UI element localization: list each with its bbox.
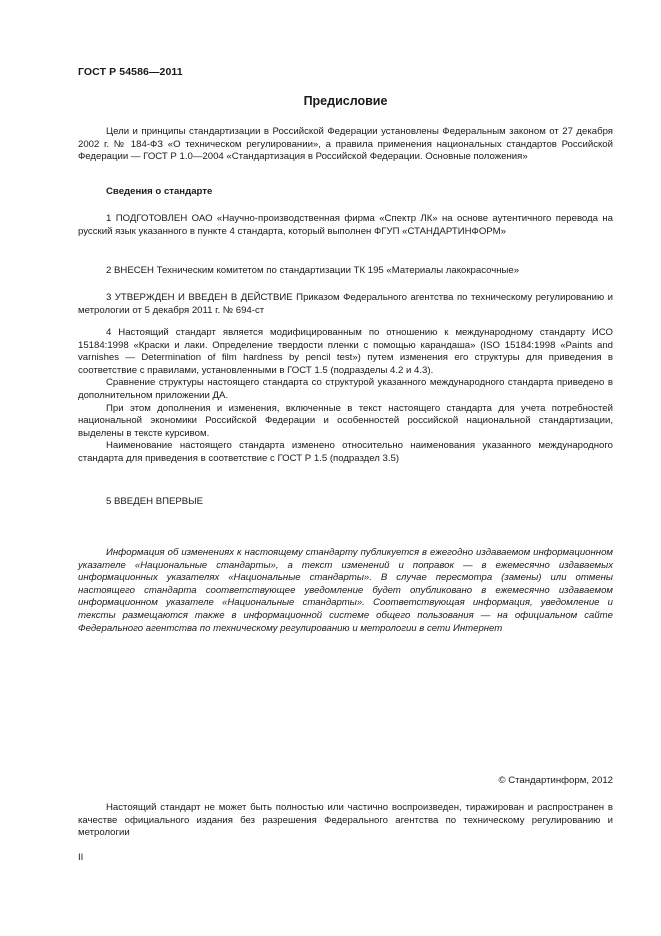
item-2-paragraph: 2 ВНЕСЕН Техническим комитетом по стандартизации ТК 195 «Материалы лакокрасочные» [106, 265, 520, 276]
page-number: II [78, 852, 84, 863]
item-4-comparison-paragraph: Сравнение структуры настоящего стандарта со структурой указанного международного стандарта приведено в дополнительном приложении ДА. [78, 377, 613, 401]
item-5-paragraph: 5 ВВЕДЕН ВПЕРВЫЕ [106, 496, 204, 507]
item-1-block [78, 213, 613, 238]
item-1-paragraph: 1 ПОДГОТОВЛЕН ОАО «Научно-производственная фирма «Спектр ЛК» на основе аутентичного перевода на русский язык указанного в пункте 4 стандарта, который выполнен ФГУП «СТАНДАРТИНФОРМ» [78, 213, 613, 237]
item-5-block [78, 496, 613, 509]
notice-paragraph: Информация об изменениях к настоящему стандарту публикуется в ежегодно издаваемом информационном указателе «Национальные стандарты», а текст изменений и поправок — в ежемесячно издаваемых информационных указателях «Национальные стандарты». В случае пересмотра (замены) или отмены настоящего стандарта соответствующее уведомление будет опубликовано в ежемесячно издаваемом информационном указателе «Национальные стандарты». Соответствующая информация, уведомление и тексты размещаются также в информационной системе общего пользования — на официальном сайте Федерального агентства по техническому регулированию и метрологии в сети Интернет [78, 547, 613, 634]
intro-block [78, 126, 613, 164]
item-2-block [78, 265, 613, 278]
intro-paragraph: Цели и принципы стандартизации в Российской Федерации установлены Федеральным законом от 27 декабря 2002 г. № 184-ФЗ «О техническом регулировании», а правила применения национальных стандартов Российской Федерации — ГОСТ Р 1.0—2004 «Стандартизация в Российской Федерации. Основные положения» [78, 126, 613, 163]
item-3-block [78, 292, 613, 317]
item-4-changes-paragraph: При этом дополнения и изменения, включенные в текст настоящего стандарта для учета потребностей национальной экономики Российской Федерации и особенностей российской национальной стандартизации, выделены в тексте курсивом. [78, 402, 613, 439]
page-title: Предисловие [303, 94, 388, 108]
item-4-name-paragraph: Наименование настоящего стандарта изменено относительно наименования указанного международного стандарта для приведения в соответствие с ГОСТ Р 1.5 (подраздел 3.5) [78, 440, 613, 464]
document-code: ГОСТ Р 54586—2011 [78, 66, 183, 78]
copyright-line: © Стандартинформ, 2012 [498, 775, 613, 786]
notice-block [78, 547, 613, 635]
item-3-paragraph: 3 УТВЕРЖДЕН И ВВЕДЕН В ДЕЙСТВИЕ Приказом Федерального агентства по техническому регулированию и метрологии от 5 декабря 2011 г. № 694-ст [78, 292, 613, 316]
item-4-block [78, 327, 613, 466]
reproduction-block [78, 802, 613, 840]
item-4-paragraph: 4 Настоящий стандарт является модифицированным по отношению к международному стандарту ИСО 15184:1998 «Краски и лаки. Определение твердости пленки с помощью карандаша» (ISO 15184:1998 «Paints and varnishes — Determination of film hardness by pencil test») путем изменения его структуры для приведения в соответствие с правилами, установленными в ГОСТ 1.5 (подразделы 4.2 и 4.3). [78, 327, 613, 376]
about-standard-heading: Сведения о стандарте [106, 186, 213, 197]
reproduction-paragraph: Настоящий стандарт не может быть полностью или частично воспроизведен, тиражирован и распространен в качестве официального издания без разрешения Федерального агентства по техническому регулированию и метрологии [78, 802, 613, 839]
